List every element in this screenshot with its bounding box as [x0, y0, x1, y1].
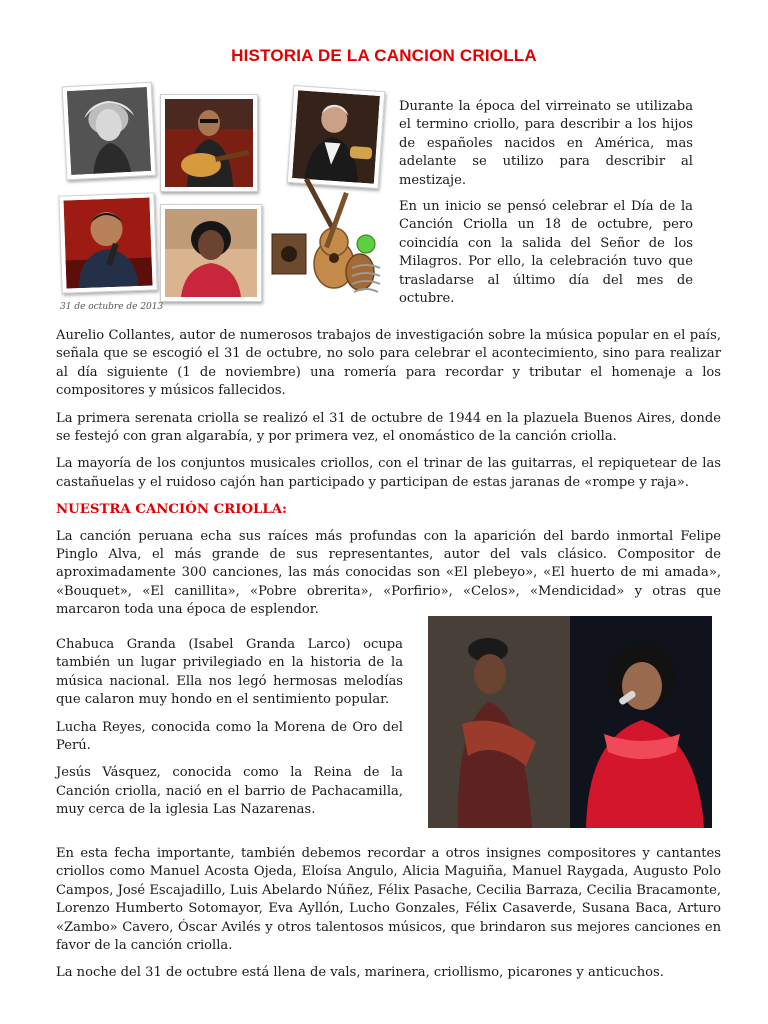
singers-photo [428, 616, 712, 828]
singers-text-column [56, 636, 403, 829]
paragraph-jesus-vasquez: Jesús Vásquez, conocida como la Reina de la Canción criolla, nació en el barrio de Pachacamilla, muy cerca de la iglesia Las Nazarenas. [56, 765, 403, 818]
closing-section [56, 845, 721, 992]
history-section [56, 327, 721, 629]
document-title: HISTORIA DE LA CANCION CRIOLLA [231, 46, 537, 65]
singers-collage-image [56, 80, 386, 320]
paragraph-felipe-pinglo: La canción peruana echa sus raíces más profundas con la aparición del bardo inmortal Felipe Pinglo Alva, el más grande de sus representantes, autor del vals clásico. Compositor de aproximadamente 300 canciones, las más conocidas son «El plebeyo», «El huerto de mi amada», «Bouquet», «El canillita», «Pobre obrerita», «Porfirio», «Celos», «Mendicidad» y otras que marcaron toda una época de esplendor. [56, 528, 721, 618]
intro-text [399, 98, 693, 316]
intro-paragraph-2: En un inicio se pensó celebrar el Día de la Canción Criolla un 18 de octubre, pero coincidía con la salida del Señor de los Milagros. Por ello, la celebración tuvo que trasladarse al último día del mes de octubre. [399, 199, 693, 307]
paragraph-noche-31-octubre: La noche del 31 de octubre está llena de vals, marinera, criollismo, picarones y anticuchos. [56, 965, 664, 981]
paragraph-otros-compositores: En esta fecha importante, también debemos recordar a otros insignes compositores y cantantes criollos como Manuel Acosta Ojeda, Eloísa Angulo, Alicia Maguiña, Manuel Raygada, Augusto Polo Campos, José Escajadillo, Luis Abelardo Núñez, Félix Pasache, Cecilia Barraza, Cecilia Bracamonte, Lorenzo Humberto Sotomayor, Eva Ayllón, Lucho Gonzales, Félix Casaverde, Susana Baca, Arturo «Zambo» Cavero, Óscar Avilés y otros talentosos músicos, que brindaron sus mejores canciones en favor de la canción criolla. [56, 846, 721, 954]
section-subheading: NUESTRA CANCIÓN CRIOLLA: [56, 502, 287, 518]
paragraph-lucha-reyes: Lucha Reyes, conocida como la Morena de Oro del Perú. [56, 719, 403, 754]
collage-photo-man-singing [58, 192, 157, 293]
collage-photo-woman-singer [160, 204, 262, 302]
intro-paragraph-1: Durante la época del virreinato se utilizaba el termino criollo, para describir a los hijos de españoles nacidos en América, mas adelante se utilizo para describir al mestizaje. [399, 99, 693, 188]
collage-photo-guitarist [160, 94, 258, 192]
paragraph-conjuntos-musicales: La mayoría de los conjuntos musicales criollos, con el trinar de las guitarras, el repiquetear de las castañuelas y el ruidoso cajón han participado y participan de estas jaranas de «rompe y raja». [56, 456, 721, 490]
paragraph-chabuca-granda: Chabuca Granda (Isabel Granda Larco) ocupa también un lugar privilegiado en la historia de la música nacional. Ella nos legó hermosas melodías que calaron muy hondo en el sentimiento popular. [56, 637, 403, 708]
paragraph-primera-serenata: La primera serenata criolla se realizó el 31 de octubre de 1944 en la plazuela Buenos Aires, donde se festejó con gran algarabía, y por primera vez, el onomástico de la canción criolla. [56, 410, 721, 445]
collage-photo-woman-portrait [62, 82, 157, 181]
guitars-illustration [264, 172, 382, 302]
collage-date-caption: 31 de octubre de 2013 [60, 302, 164, 312]
paragraph-aurelio-collantes: Aurelio Collantes, autor de numerosos trabajos de investigación sobre la música popular en el país, señala que se escogió el 31 de octubre, no solo para celebrar el acontecimiento, sino para realizar al día siguiente (1 de noviembre) una romería para recordar y tributar el homenaje a los compositores y músicos fallecidos. [56, 328, 721, 399]
